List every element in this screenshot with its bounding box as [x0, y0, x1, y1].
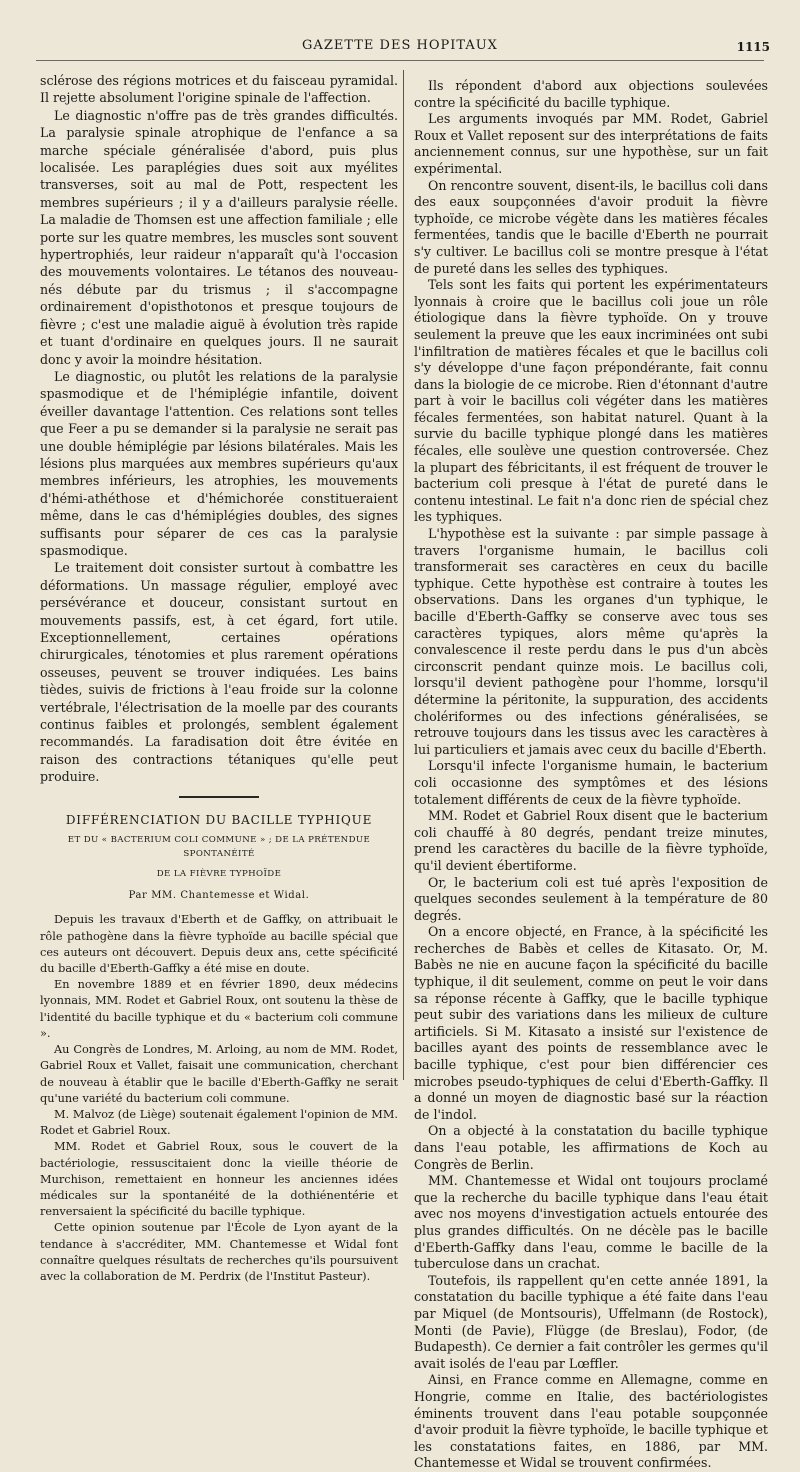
paragraph: Au Congrès de Londres, M. Arloing, au nom de MM. Rodet, Gabriel Roux et Vallet, faisait une communication, cherchant de nouveau à établir que le bacille d'Eberth-Gaffky ne serait qu'une variété du bacterium coli commune. [40, 1043, 398, 1105]
column-divider [403, 70, 404, 1080]
paragraph: Toutefois, ils rappellent qu'en cette année 1891, la constatation du bacille typhique a été faite dans l'eau par Miquel (de Montsouris), Uffelmann (de Rostock), Monti (de Pavie), Flügge (de Breslau), Fodor, (de Budapesth). Ce dernier a fait contrôler les germes qu'il avait isolés de l'eau par Lœffler. [414, 1272, 768, 1371]
section-divider [179, 796, 259, 798]
section-subtitle-line-2: DE LA FIÈVRE TYPHOÏDE [156, 869, 282, 880]
paragraph: On a objecté à la constatation du bacille typhique dans l'eau potable, les affirmations de Koch au Congrès de Berlin. [414, 1123, 768, 1172]
paragraph: On rencontre souvent, disent-ils, le bacillus coli dans des eaux soupçonnées d'avoir produit la fièvre typhoïde, ce microbe végète dans les matières fécales fermentées, tandis que le bacille d'Eberth ne pourrait s'y cultiver. Le bacillus coli se montre presque à l'état de pureté dans les selles des typhiques. [414, 177, 768, 276]
running-title: GAZETTE DES HOPITAUX [302, 38, 498, 53]
paragraph: Depuis les travaux d'Eberth et de Gaffky, on attribuait le rôle pathogène dans la fièvre typhoïde au bacille spécial que ces auteurs ont découvert. Depuis deux ans, cette spécificité du bacille d'Eberth-Gaffky a été mise en doute. [40, 913, 398, 976]
paragraph: Le diagnostic, ou plutôt les relations de la paralysie spasmodique et de l'hémiplégie infantile, doivent éveiller davantage l'attention. Ces relations sont telles que Feer a pu se demander si la paralysie ne serait pas une double hémiplégie par lésions bilatérales. Mais les lésions plus marquées aux membres supérieurs qu'aux membres inférieurs, les atrophies, les mouvements d'hémi-athéthose et d'hémichorée constitueraient même, dans le cas d'hémiplégies doubles, des signes suffisants pour séparer de ces cas la paralysie spasmodique. [40, 368, 398, 558]
paragraph: Lorsqu'il infecte l'organisme humain, le bacterium coli occasionne des symptômes et des lésions totalement différents de ceux de la fièvre typhoïde. [414, 758, 768, 807]
paragraph: sclérose des régions motrices et du faisceau pyramidal. Il rejette absolument l'origine spinale de l'affection. [40, 73, 398, 106]
left-column [40, 72, 398, 1285]
paragraph: Cette opinion soutenue par l'École de Lyon ayant de la tendance à s'accréditer, MM. Chantemesse et Widal font connaître quelques résultats de recherches qu'ils poursuivent avec la collaboration de M. Perdrix (de l'Institut Pasteur). [40, 1221, 398, 1283]
page-number: 1115 [736, 40, 770, 54]
paragraph: MM. Chantemesse et Widal ont toujours proclamé que la recherche du bacille typhique dans l'eau était avec nos moyens d'investigation actuels entourée des plus grandes difficultés. On ne décèle pas le bacille d'Eberth-Gaffky dans l'eau, comme le bacille de la tuberculose dans un crachat. [414, 1173, 768, 1272]
section-body [40, 912, 398, 1285]
paragraph: Le traitement doit consister surtout à combattre les déformations. Un massage régulier, employé avec persévérance et douceur, consistant surtout en mouvements passifs, est, à cet égard, fort utile. Exceptionnellement, certaines opérations chirurgicales, ténotomies et plus rarement opérations osseuses, peuvent se trouver indiquées. Les bains tièdes, suivis de frictions à l'eau froide sur la colonne vertébrale, l'électrisation de la moelle par des courants continus faibles et prolongés, semblent également recommandés. La faradisation doit être évitée en raison des contractions tétaniques qu'elle peut produire. [40, 560, 398, 785]
paragraph: Le diagnostic n'offre pas de très grandes difficultés. La paralysie spinale atrophique de l'enfance a sa marche spéciale généralisée d'abord, puis plus localisée. Les paraplégies dues soit aux myélites transverses, soit au mal de Pott, respectent les membres supérieurs ; il y a d'ailleurs paralysie réelle. La maladie de Thomsen est une affection familiale ; elle porte sur les quatre membres, les muscles sont souvent hypertrophiés, leur raideur n'apparaît qu'à l'occasion des mouvements volontaires. Le tétanos des nouveau-nés débute par du trismus ; il s'accompagne ordinairement d'opisthotonos et presque toujours de fièvre ; c'est une maladie aiguë à évolution très rapide et tuant d'ordinaire en quelques jours. Il ne saurait donc y avoir la moindre hésitation. [40, 107, 398, 367]
paragraph: MM. Rodet et Gabriel Roux disent que le bacterium coli chauffé à 80 degrés, pendant treize minutes, prend les caractères du bacille de la fièvre typhoïde, qu'il devient ébertiforme. [414, 808, 768, 873]
paragraph: L'hypothèse est la suivante : par simple passage à travers l'organisme humain, le bacillus coli transformerait ses caractères en ceux du bacille typhique. Cette hypothèse est contraire à toutes les observations. Dans les organes d'un typhique, le bacille d'Eberth-Gaffky se conserve avec tous ses caractères typiques, alors même qu'après la convalescence il reste perdu dans le pus d'un abcès circonscrit pendant quinze mois. Le bacillus coli, lorsqu'il devient pathogène pour l'homme, lorsqu'il détermine la péritonite, la suppuration, des accidents cholériformes ou des infections généralisées, se retrouve toujours dans les tissus avec les caractères à lui particuliers et jamais avec ceux du bacille d'Eberth. [414, 526, 768, 757]
paragraph: M. Malvoz (de Liège) soutenait également l'opinion de MM. Rodet et Gabriel Roux. [40, 1107, 398, 1138]
header-rule [36, 60, 764, 61]
section-subtitle-line-1: ET DU « BACTERIUM COLI COMMUNE » ; DE LA PRÉTENDUE SPONTANÉITÉ [67, 835, 371, 860]
page-header [30, 38, 770, 60]
section-title: DIFFÉRENCIATION DU BACILLE TYPHIQUE [65, 812, 373, 827]
right-column [414, 78, 768, 1472]
paragraph: Les arguments invoqués par MM. Rodet, Gabriel Roux et Vallet reposent sur des interprétations de faits anciennement connus, sur une hypothèse, sur un fait expérimental. [414, 111, 768, 176]
paragraph: Or, le bacterium coli est tué après l'exposition de quelques secondes seulement à la température de 80 degrés. [414, 874, 768, 923]
paragraph: MM. Rodet et Gabriel Roux, sous le couvert de la bactériologie, ressuscitaient donc la vieille théorie de Murchison, remettaient en honneur les anciennes idées médicales sur la spontanéité de la dothiénentérie et renversaient la spécificité du bacille typhique. [40, 1140, 398, 1219]
paragraph: En novembre 1889 et en février 1890, deux médecins lyonnais, MM. Rodet et Gabriel Roux, ont soutenu la thèse de l'identité du bacille typhique et du « bacterium coli commune ». [40, 978, 398, 1040]
paragraph: Ils répondent d'abord aux objections soulevées contre la spécificité du bacille typhique. [414, 78, 768, 110]
paragraph: On a encore objecté, en France, à la spécificité les recherches de Babès et celles de Kitasato. Or, M. Babès ne nie en aucune façon la spécificité du bacille typhique, il dit seulement, comme on peut le voir dans sa réponse récente à Gaffky, que le bacille typhique peut subir des variations dans les milieux de culture artificiels. Si M. Kitasato a insisté sur l'existence de bacilles ayant des points de ressemblance avec le bacille typhique, c'est pour bien différencier ces microbes pseudo-typhiques de celui d'Eberth-Gaffky. Il a donné un moyen de diagnostic basé sur la réaction de l'indol. [414, 924, 768, 1122]
paragraph: Tels sont les faits qui portent les expérimentateurs lyonnais à croire que le bacillus coli joue un rôle étiologique dans la fièvre typhoïde. On y trouve seulement la preuve que les eaux incriminées ont subi l'infiltration de matières fécales et que le bacillus coli s'y développe d'une façon prépondérante, fait connu dans la biologie de ce microbe. Rien d'étonnant d'autre part à voir le bacillus coli végéter dans les matières fécales fermentées, son habitat naturel. Quant à la survie du bacille typhique plongé dans les matières fécales, elle soulève une question controversée. Chez la plupart des fébricitants, il est fréquent de trouver le bacterium coli presque à l'état de pureté dans le contenu intestinal. Le fait n'a donc rien de spécial chez les typhiques. [414, 277, 768, 525]
paragraph: Ainsi, en France comme en Allemagne, comme en Hongrie, comme en Italie, des bactériologistes éminents trouvent dans l'eau potable soupçonnée d'avoir produit la fièvre typhoïde, le bacille typhique et les constatations faites, en 1886, par MM. Chantemesse et Widal se trouvent confirmées. [414, 1372, 768, 1471]
section-authors: Par MM. Chantemesse et Widal. [128, 890, 310, 902]
